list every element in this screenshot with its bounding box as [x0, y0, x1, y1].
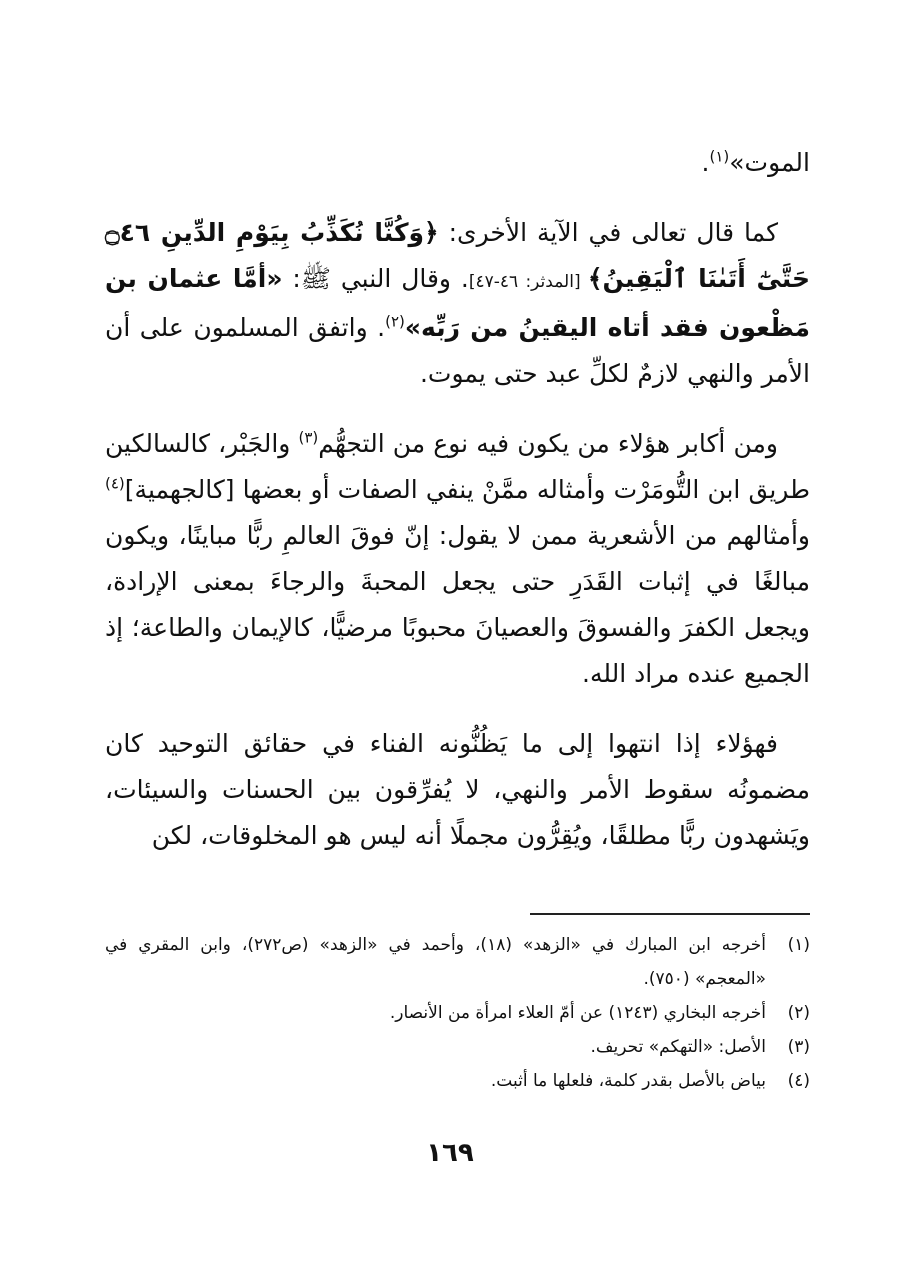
footnote-ref-4: (٤) [105, 474, 125, 493]
footnote-text: أخرجه ابن المبارك في «الزهد» (١٨)، وأحمد في «الزهد» (ص٢٧٢)، وابن المقري في «المعجم» (٧٥٠). [105, 935, 767, 989]
footnote-1 [105, 928, 810, 996]
paragraph-2 [105, 210, 810, 397]
paragraph-2-mid: . وقال النبي ﷺ: [282, 264, 469, 293]
footnote-text: بياض بالأصل بقدر كلمة، فلعلها ما أثبت. [490, 1071, 766, 1091]
main-text [105, 140, 810, 859]
footnote-2 [105, 996, 810, 1030]
paragraph-3-part-c: وأمثالهم من الأشعرية ممن لا يقول: إنّ فوقَ العالمِ ربًّا مباينًا، ويكون مبالغًا في إثبات القَدَرِ حتى يجعل المحبةَ والرجاءَ بمعنى الإرادة، ويجعل الكفرَ والفسوقَ والعصيانَ محبوبًا مرضيًّا، كالإيمان والطاعة؛ إذ الجميع عنده مراد الله. [105, 521, 810, 688]
paragraph-2-intro: كما قال تعالى في الآية الأخرى: [438, 218, 778, 247]
paragraph-3-part-a: ومن أكابر هؤلاء من يكون فيه نوع من التجهُّم [318, 429, 778, 458]
hadith-quote: «أمَّا عثمان بن مَظْعون فقد أتاه اليقينُ من رَبِّه» [105, 264, 810, 342]
footnote-text: الأصل: «التهكم» تحريف. [590, 1037, 766, 1057]
footnote-3 [105, 1030, 810, 1064]
footnote-ref-1: (١) [709, 147, 730, 166]
paragraph-1-end: . [701, 148, 710, 177]
quran-verse: ﴿وَكُنَّا نُكَذِّبُ بِيَوْمِ الدِّينِ ۝٤٦ حَتَّىٰٓ أَتَىٰنَا ٱلْيَقِينُ﴾ [105, 218, 811, 293]
footnote-number: (٢) [787, 1003, 810, 1023]
paragraph-3-part-b: والجَبْر، كالسالكين طريق ابن التُّومَرْت وأمثاله ممَّنْ ينفي الصفات أو بعضها [كالجهمية] [105, 429, 810, 504]
footnote-ref-2: (٢) [385, 312, 405, 331]
footnote-number: (٣) [787, 1037, 810, 1057]
footnote-number: (٤) [787, 1071, 810, 1091]
page-number: ١٦٩ [426, 1138, 474, 1168]
paragraph-1-text: الموت» [729, 148, 810, 177]
verse-reference: [المدثر: ٤٦-٤٧] [468, 272, 588, 292]
footnote-4 [105, 1064, 810, 1098]
footnote-ref-3: (٣) [298, 428, 319, 447]
paragraph-1 [105, 140, 810, 186]
page-body [105, 140, 810, 859]
footnote-number: (١) [787, 935, 810, 955]
paragraph-3 [105, 421, 810, 697]
paragraph-2-rest: . واتفق المسلمون على أن الأمر والنهي لازمٌ لكلِّ عبد حتى يموت. [105, 313, 810, 388]
footnote-text: أخرجه البخاري (١٢٤٣) عن أمّ العلاء امرأة من الأنصار. [389, 1003, 766, 1023]
footnotes [105, 928, 810, 1098]
paragraph-4 [105, 721, 810, 859]
footnote-divider [530, 913, 810, 915]
paragraph-4-text: فهؤلاء إذا انتهوا إلى ما يَظُنُّونه الفناء في حقائق التوحيد كان مضمونُه سقوط الأمر والنهي، لا يُفرِّقون بين الحسنات والسيئات، ويَشهدون ربًّا مطلقًا، ويُقِرُّون مجملًا أنه ليس هو المخلوقات، لكن [105, 729, 810, 850]
